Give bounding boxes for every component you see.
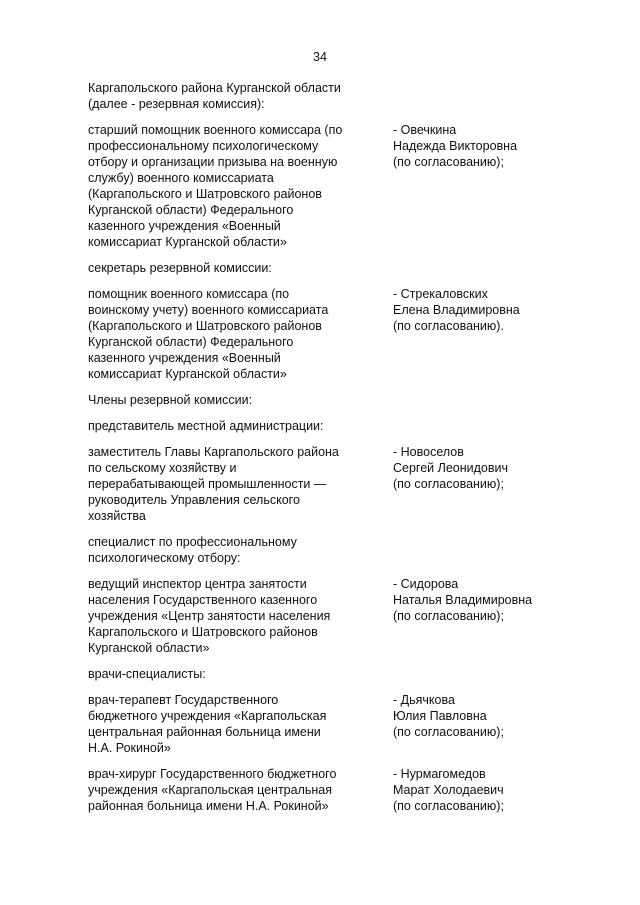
member-position: старший помощник военного комиссара (по профессиональному психологическому отбору и организации призыва на военную службу) военного комиссариата (Каргапольского и Шатровского районов Курганской области) Федерального казенного учреждения «Военный комиссариат Курганской области» [88,123,343,249]
section-heading: специалист по профессиональному психологическому отбору: [88,535,297,565]
member-position: заместитель Главы Каргапольского района по сельскому хозяйству и перерабатывающей промышленности — руководитель Управления сельского хозяйства [88,445,339,523]
member-name: - Новоселов Сергей Леонидович (по согласованию); [393,445,508,491]
member-name: - Стрекаловских Елена Владимировна (по согласованию). [393,287,520,333]
commission-list [88,80,568,824]
member-position: помощник военного комиссара (по воинскому учету) военного комиссариата (Каргапольского и Шатровского районов Курганской области) Федерального казенного учреждения «Военный комиссариат Курганской области» [88,287,329,381]
member-row [88,444,568,524]
member-row [88,576,568,656]
member-name: - Сидорова Наталья Владимировна (по согласованию); [393,577,533,623]
member-position: ведущий инспектор центра занятости населения Государственного казенного учреждения «Центр занятости населения Каргапольского и Шатровского районов Курганской области» [88,577,331,655]
section-heading: врачи-специалисты: [88,667,206,681]
member-row [88,122,568,250]
section-heading: представитель местной администрации: [88,419,324,433]
section-heading: Члены резервной комиссии: [88,393,253,407]
member-name: - Дьячкова Юлия Павловна (по согласованию); [393,693,504,739]
member-row [88,692,568,756]
member-row [88,766,568,814]
entries-list [88,122,568,814]
section-heading: секретарь резервной комиссии: [88,261,272,275]
member-name: - Нурмагомедов Марат Холодаевич (по согласованию); [393,767,504,813]
intro-text: Каргапольского района Курганской области (далее - резервная комиссия): [88,81,341,111]
member-row [88,286,568,382]
page-number: 34 [313,50,327,64]
member-position: врач-хирург Государственного бюджетного учреждения «Каргапольская центральная районная больница имени Н.А. Рокиной» [88,767,337,813]
member-name: - Овечкина Надежда Викторовна (по согласованию); [393,123,518,169]
member-position: врач-терапевт Государственного бюджетного учреждения «Каргапольская центральная районная больница имени Н.А. Рокиной» [88,693,327,755]
